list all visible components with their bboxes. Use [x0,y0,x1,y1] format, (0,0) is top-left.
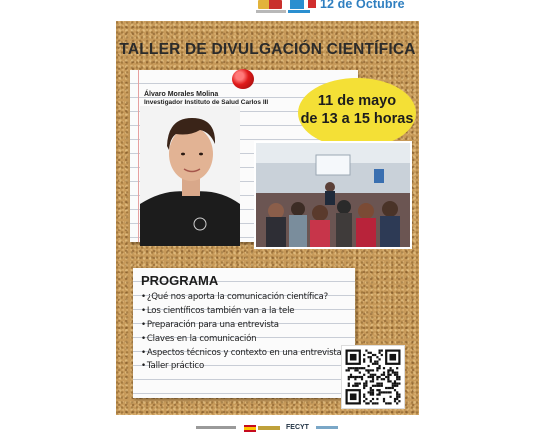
event-time: de 13 a 15 horas [300,111,414,127]
pushpin-icon [232,69,254,89]
salud-madrid-logo-caption [288,10,310,13]
event-date: 11 de mayo [317,93,397,109]
speaker-illustration [140,106,240,246]
programa-item: • Los científicos también van a la tele [141,305,342,319]
collaboration-caption [196,426,236,429]
hospital-name: 12 de Octubre [320,0,405,11]
programa-item: • Claves en la comunicación [141,333,342,347]
author-name: Álvaro Morales Molina [144,91,219,98]
qr-code-pattern [342,346,404,408]
comunidad-madrid-logo [258,0,282,9]
poster-title: TALLER DE DIVULGACIÓN CIENTÍFICA [119,41,416,58]
footer-logos [196,424,346,433]
comunidad-madrid-logo-caption [256,10,286,13]
fecyt-logo-caption [316,426,338,429]
qr-code-icon[interactable] [342,346,404,408]
speaker-photo [140,106,240,246]
workshop-illustration [256,143,410,247]
paper-margin-line [138,70,139,242]
header-logos [252,0,412,16]
programa-item: • ¿Qué nos aporta la comunicación científica? [141,291,342,305]
ministry-logo [258,426,280,430]
programa-list [141,291,342,374]
programa-item: • Taller práctico [141,360,342,374]
programa-title: PROGRAMA [141,273,219,288]
author-role: Investigador Instituto de Salud Carlos III [144,99,269,106]
spain-flag-icon [244,425,256,432]
programa-item: • Aspectos técnicos y contexto en una entrevista [141,347,342,361]
red-square-logo [308,0,316,8]
fecyt-logo: FECYT [286,424,309,431]
workshop-photo [256,143,410,247]
programa-item: • Preparación para una entrevista [141,319,342,333]
salud-madrid-logo [290,0,304,9]
